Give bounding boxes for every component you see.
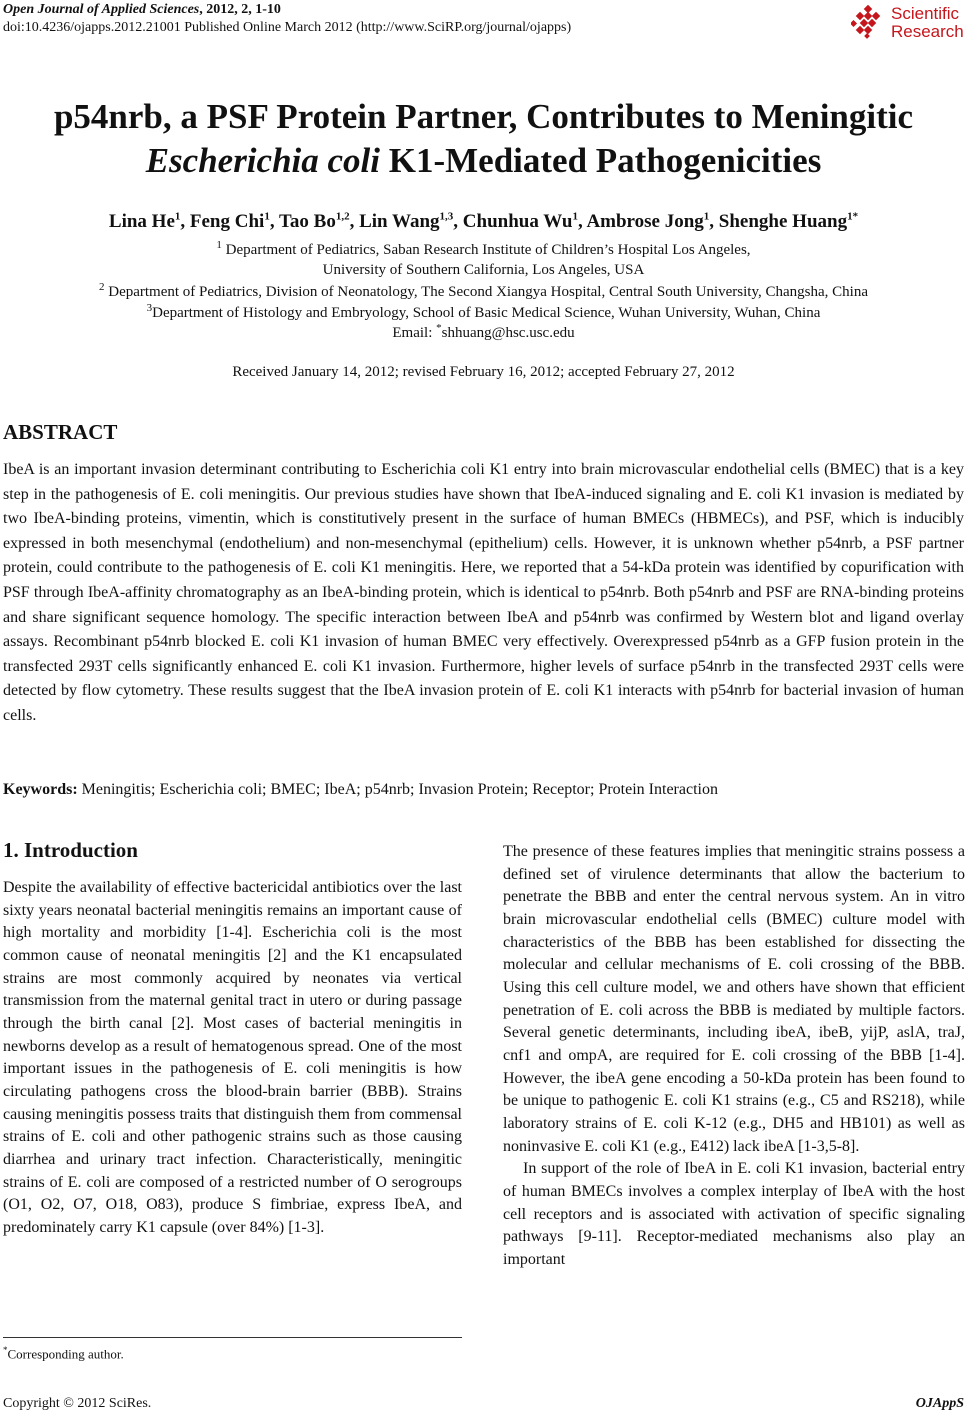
affiliation-sup: 2 — [99, 281, 105, 293]
author-name: Chunhua Wu — [462, 211, 573, 232]
paper-title-line2 — [0, 139, 967, 182]
intro-left-column: Despite the availability of effective bactericidal antibiotics over the last sixty years neonatal bacterial meningitis remains an important cause of high mortality and morbidity [1-4]. Escherichia coli is the most common cause of neonatal meningitis [2] and the K1 encapsulated strains are most commonly acquired by neonates via vertical transmission from the maternal genital tract in utero or during passage through the birth canal [2]. Most cases of bacterial meningitis in newborns develop as a result of hematogenous spread. One of the most important issues in the pathogenesis of E. coli meningitis is how circulating pathogens cross the blood-brain barrier (BBB). Strains causing meningitis possess traits that distinguish them from commensal strains of E. coli and other pathogenic strains such as those causing diarrhea and urinary tract infection. Characteristically, meningitic strains of E. coli are composed of a restricted number of O serogroups (O1, O2, O7, O18, O83), produce S fimbriae, express IbeA, and predominately carry K1 capsule (over 84%) [1-3]. — [3, 879, 462, 1236]
affiliation-text: Department of Pediatrics, Saban Research Institute of Children’s Hospital Los Angeles, — [221, 242, 751, 258]
affiliation-1-line2: University of Southern California, Los Angeles, USA — [322, 262, 645, 278]
author-list: Lina He$^1$, Feng Chi$^1$, Tao Bo$^{1,2}$, Lin Wang$^{1,3}$, Chunhua Wu$^1$, Ambrose Jong$^1$, Shenghe Huang$^{1*}$ — [108, 210, 859, 232]
logo-word-scientific: Scientific — [891, 4, 960, 23]
author-name: Lina He — [108, 211, 175, 232]
logo-mark-icon — [851, 5, 885, 39]
journal-name: Open Journal of Applied Sciences — [3, 2, 200, 17]
footnote-rule — [3, 1337, 462, 1338]
abstract-heading: ABSTRACT — [3, 420, 118, 444]
copyright-footer: Copyright © 2012 SciRes. — [3, 1396, 152, 1411]
journal-volume: , 2012, 2, 1-10 — [199, 2, 281, 17]
publisher-logo — [851, 2, 967, 42]
intro-paragraph: In support of the role of IbeA in E. coli K1 invasion, bacterial entry of human BMECs involves a complex interplay of IbeA with the host cell receptors and is associated with activation of specific signaling pathways [9-11]. Receptor-mediated mechanisms also play an important — [503, 1160, 965, 1268]
journal-abbr-footer: OJAppS — [915, 1396, 964, 1411]
author-affil-sup: 1 — [703, 210, 710, 223]
title-line2-rest: K1-Mediated Pathogenicities — [380, 141, 822, 180]
keywords-label: Keywords: — [3, 781, 78, 798]
email-sup: * — [436, 322, 442, 334]
email-label: Email: — [392, 325, 437, 341]
affiliation-1-line1 — [0, 240, 967, 260]
author-name: Tao Bo — [278, 211, 336, 232]
email-address: shhuang@hsc.usc.edu — [441, 325, 575, 341]
affiliation-sup: 1 — [216, 239, 222, 251]
affiliation-sup: 3 — [146, 302, 153, 314]
intro-paragraph: The presence of these features implies that meningitic strains possess a defined set of virulence determinants that allow the bacterium to penetrate the BBB and enter the central nervous system. An in vitro brain microvascular endothelial cells (BMEC) culture model with characteristics of the BBB has been established for dissecting the molecular and cellular mechanisms of E. coli crossing of the BBB. Using this cell culture model, we and others have shown that efficient penetration of E. coli across the BBB is mediated by multiple factors. Several genetic determinants, including ibeA, ibeB, yijP, aslA, traJ, cnf1 and ompA, are required for E. coli crossing of the BBB [1-4]. However, the ibeA gene encoding a 50-kDa protein has been found to be unique to pathogenic E. coli K1 strains (e.g., C5 and RS218), while laboratory strains of E. coli K-12 (e.g., DH5 and HB101) as well as noninvasive E. coli K1 (e.g., E412) lack ibeA [1-3,5-8]. — [503, 843, 965, 1155]
affiliation-text: Department of Pediatrics, Division of Neonatology, The Second Xiangya Hospital, Central South University, Changsha, China — [104, 284, 868, 300]
corresponding-email — [0, 323, 967, 343]
author-affil-sup: 1,2 — [335, 210, 350, 223]
author-name: Shenghe Huang — [718, 211, 848, 232]
logo-word-research: Research — [891, 22, 964, 41]
received-dates: Received January 14, 2012; revised February 16, 2012; accepted February 27, 2012 — [232, 364, 735, 380]
author-name: Ambrose Jong — [586, 211, 704, 232]
paper-title-line1: p54nrb, a PSF Protein Partner, Contributes to Meningitic — [53, 97, 914, 136]
affiliation-3 — [0, 303, 967, 323]
intro-right-column — [503, 841, 965, 1271]
author-affil-sup: 1 — [174, 210, 181, 223]
footnote-text: Corresponding author. — [7, 1346, 124, 1362]
author-affil-sup: 1 — [264, 210, 270, 223]
footnote-sup: * — [3, 1345, 8, 1355]
abstract-body: IbeA is an important invasion determinant contributing to Escherichia coli K1 entry into brain microvascular endothelial cells (BMEC) that is a key step in the pathogenesis of E. coli meningitis. Our previous studies have shown that IbeA-induced signaling and E. coli K1 invasion is mediated by two IbeA-binding proteins, vimentin, which is constitutively present in the surface of human BMECs (HBMECs), and PSF, which is inducibly expressed in both mesenchymal (endothelium) and non-mesenchymal (epithelium) cells. However, it is unknown whether p54nrb, a PSF partner protein, could contribute to the pathogenesis of E. coli K1 meningitis. Here, we reported that a 54-kDa protein was identified by copurification with PSF through IbeA-affinity chromatography as an IbeA-binding protein, which is identical to p54nrb. Both p54nrb and PSF are RNA-binding proteins and share significant sequence homology. The specific interaction between IbeA and p54nrb was confirmed by Western blot and ligand overlay assays. Recombinant p54nrb blocked E. coli K1 invasion of human BMEC very effectively. Overexpressed p54nrb as a GFP fusion protein in the transfected 293T cells significantly enhanced E. coli K1 invasion. Furthermore, higher levels of surface p54nrb in the transfected 293T cells were detected by flow cytometry. These results suggest that the IbeA invasion protein of E. coli K1 interacts with p54nrb for bacterial invasion of human cells. — [3, 461, 964, 724]
author-affil-sup: 1* — [847, 210, 859, 223]
keywords-text: Meningitis; Escherichia coli; BMEC; IbeA; p54nrb; Invasion Protein; Receptor; Protein Interaction — [77, 781, 718, 798]
keywords — [3, 781, 718, 799]
author-affil-sup: 1 — [572, 210, 578, 223]
journal-header — [3, 2, 281, 18]
title-italic-species: Escherichia coli — [145, 141, 380, 180]
author-name: Feng Chi — [189, 211, 265, 232]
author-name: Lin Wang — [359, 211, 440, 232]
section-heading-introduction: 1. Introduction — [3, 838, 138, 862]
affiliation-text: Department of Histology and Embryology, School of Basic Medical Science, Wuhan University, Wuhan, China — [152, 305, 821, 321]
footnote — [3, 1345, 124, 1362]
doi-line: doi:10.4236/ojapps.2012.21001 Published Online March 2012 (http://www.SciRP.org/journal/ojapps) — [3, 20, 572, 35]
affiliation-2 — [0, 282, 967, 302]
author-affil-sup: 1,3 — [439, 210, 454, 223]
